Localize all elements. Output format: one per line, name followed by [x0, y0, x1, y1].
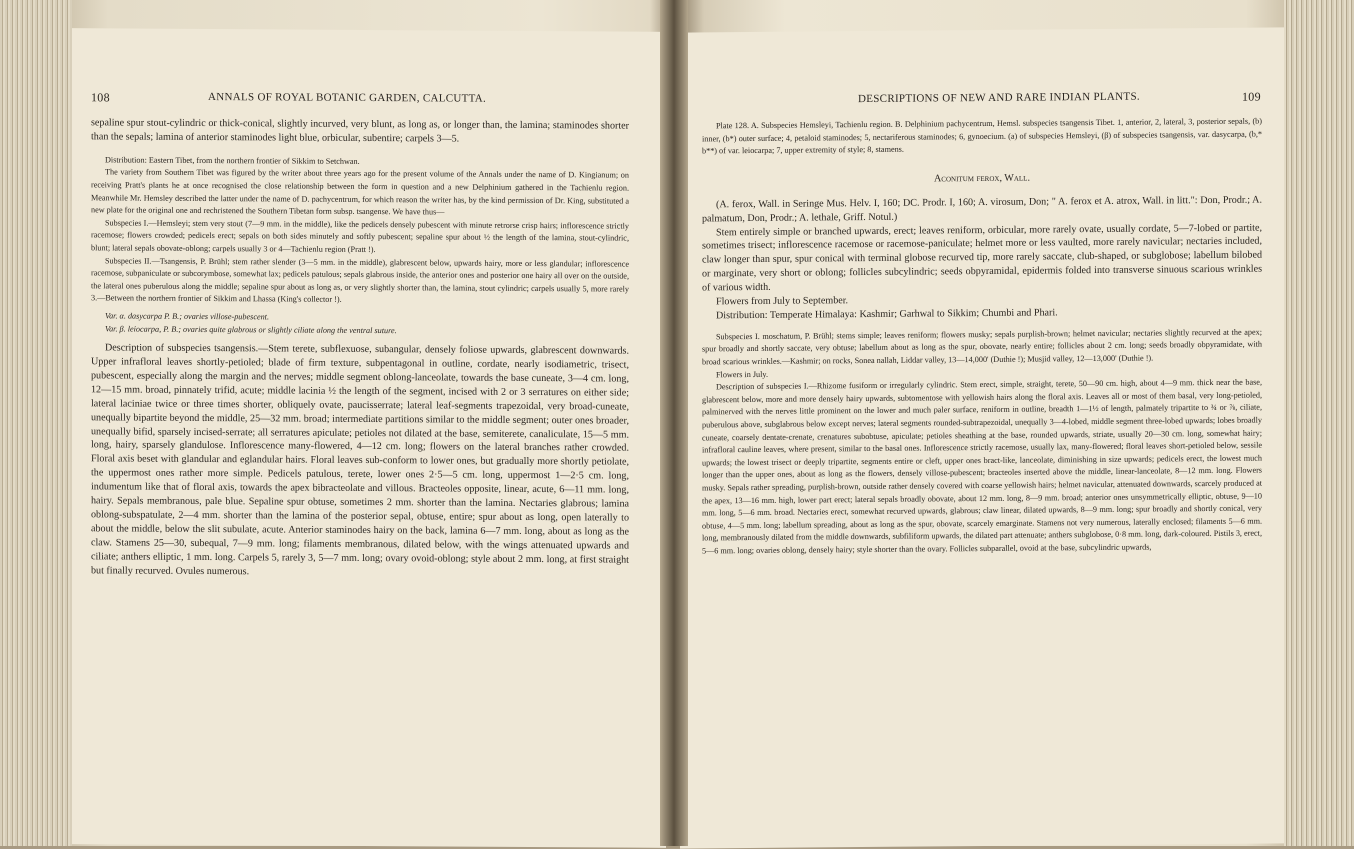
paragraph: Description of subspecies tsangensis.—Stem terete, subflexuose, subangular, densely foliose upwards, glabrescent downwards. Upper infrafloral leaves shortly-petioled; blade of firm texture, subpentagonal in outline, cordate, nearly isodiametric, trisect, pubescent, especially along the margin and the nerves; middle segment oblong-lanceolate, towards the base cuneate, 3—4 cm. long, 12—15 mm. broad, pinnately trifid, acute; middle lacinia ½ the length of the segment, incised with 2 or 3 serratures on either side; lateral laciniae twice or three times shorter, obliquely ovate, paucisserrate; lateral leaf-segments trapezoidal, very broad-cuneate, unequally bipartite beyond the middle, 25—32 mm. broad; intermediate partitions similar to the middle segment; outer ones broader, unequally bifid, sparsely incised-serrate; all serratures apiculate; petioles not dilated at the base, semiterete, canaliculate, 15—5 mm. long, hairy, sparsely glandulose. Inflorescence many-flowered, 4—12 cm. long; flowers on the lateral branches rather crowded. Floral axis beset with glandular and eglandular hairs. Floral leaves sub-conform to lower ones, but gradually more shortly petiolate, the uppermost ones rather more simple. Pedicels patulous, terete, lower ones 2·5—5 cm. long, uppermost 1—2·5 cm. long, indumentum like that of floral axis, towards the apex bibracteolate and villous. Bracteoles opposite, linear, acute, 6—11 mm. long, hairy. Sepals membranous, pale blue. Sepaline spur obtuse, sometimes 2 mm. shorter than the lamina. Nectaries glabrous; lamina oblong-subspatulate, 2—4 mm. shorter than the lamina of the posterior sepal, obtuse, entire; spur about as long, open laterally to about the middle, below the slit subulate, acute. Anterior staminodes hairy on the back, lamina 6—7 mm. long, about as long as the claw. Stamens 25—30, subequal, 7—9 mm. long; filaments membranous, dilated below, with the wings attenuated upwards and ciliate; anthers elliptic, 1 mm. long. Carpels 5, rarely 3, 5—7 mm. long; ovary ovoid-oblong; style about 2 mm. long, at first straight but finally recurved. Ovules numerous.: [91, 342, 629, 577]
paragraph: Var. α. dasycarpa P. B.; ovaries villose-pubescent.: [105, 311, 269, 322]
left-page: [72, 28, 666, 848]
right-page: [680, 27, 1284, 848]
right-page-edges: [1284, 0, 1354, 846]
paragraph: Flowers from July to September.: [716, 295, 849, 308]
paragraph: sepaline spur stout-cylindric or thick-conical, slightly incurved, very blunt, as long as, or longer than, the lamina; staminodes shorter than the sepals; lamina of anterior staminodes light blue, orbicular, subentire; carpels 3—5.: [91, 117, 629, 145]
right-page-header: [680, 89, 1284, 110]
plate-caption: Plate 128. A. Subspecies Hemsleyi, Tachienlu region. B. Delphinium pachycentrum, Hemsl. subspecies tsangensis Tibet. 1, anterior, 2, lateral, 3, posterior sepals, (b) inner, (b*) outer surface; 4, petaloid staminodes; 5, nectariferous staminodes; 6, gynoecium. (a) of subspecies Hemsleyi, (β) of subspecies tsangensis, var. dasycarpa, (b,* b**) of var. leiocarpa; 7, upper extremity of style; 8, stamens.: [702, 116, 1262, 156]
paragraph: Distribution: Temperate Himalaya: Kashmir; Garhwal to Sikkim; Chumbi and Phari.: [716, 307, 1058, 322]
paragraph: Subspecies I. moschatum, P. Brühl; stems simple; leaves reniform; flowers musky; sepals purplish-brown; helmet navicular; nectaries slightly recurved at the apex; spur broadly and shortly saccate, very obtuse; labellum about as long as the spur, obovate, nearly entire; follicles about 2 cm. long; seeds broadly obpyramidate, with broad scarious wrinkles.—Kashmir; on rocks, Sonea nallah, Liddar valley, 13—14,000' (Duthie !); Musjid valley, 12—13,000' (Duthie !).: [702, 327, 1262, 367]
left-page-edges: [0, 0, 72, 846]
paragraph: Var. β. leiocarpa, P. B.; ovaries quite glabrous or slightly ciliate along the ventral suture.: [105, 323, 397, 335]
paragraph: Stem entirely simple or branched upwards, erect; leaves reniform, orbicular, more rarely ovate, usually cordate, 5—7-lobed or partite, sometimes trisect; inflorescence racemose or racemose-paniculate; helmet more or less vaulted, more rarely navicular; nectaries included, claw longer than spur, spur conical with terminal globose recurved tip, more rarely saccate, club-shaped, or subglobose; labellum bilobed or marginate, very short or oblong; follicles subcylindric; seeds obpyramidal, epidermis folded into transverse sinuous scarious wrinkles of various width.: [702, 222, 1262, 294]
paragraph: Distribution: Eastern Tibet, from the northern frontier of Sikkim to Setchwan.: [105, 155, 360, 166]
paragraph: Flowers in July.: [716, 369, 769, 379]
right-page-number: 109: [1242, 89, 1261, 104]
species-heading: Aconitum ferox, Wall.: [934, 172, 1030, 185]
left-text-column: [91, 116, 629, 581]
paragraph: (A. ferox, Wall. in Seringe Mus. Helv. I, 160; DC. Prodr. I, 160; A. virosum, Don; " A. ferox et A. atrox, Wall. in litt.": Don, Prodr.; A. palmatum, Don, Prodr.; A. lethale, Griff. Notul.): [702, 194, 1262, 225]
paragraph: Subspecies I.—Hemsleyi; stem very stout (7—9 mm. in the middle), like the pedicels densely pubescent with minute retrorse crisp hairs; inflorescence strictly racemose; flowers crowded; pedicels erect; sepals on both sides minutely and softly pubescent; sepaline spur about ½ the length of the lamina, stout-cylindric, blunt; lateral sepals obovate-oblong; carpels usually 3 or 4—Tachienlu region (Pratt !).: [91, 218, 629, 255]
left-page-header: [72, 90, 666, 110]
paragraph: Subspecies II.—Tsangensis, P. Brühl; stem rather slender (3—5 mm. in the middle), glabrescent below, upwards hairy, more or less glandular; inflorescence racemose, subpaniculate or subcorymbose, somewhat lax; pedicels patulous; sepals glabrous inside, the anterior ones and posterior one hairy all over on the outside, the lateral ones puberulous along the middle; sepaline spur about as long as, or very slightly shorter than, the lamina, stout cylindric; carpels usually 5, more rarely 3.—Between the northern frontier of Sikkim and Lhassa (King's collector !).: [91, 255, 629, 305]
left-running-title: ANNALS OF ROYAL BOTANIC GARDEN, CALCUTTA.: [208, 91, 487, 105]
paragraph: Description of subspecies I.—Rhizome fusiform or irregularly cylindric. Stem erect, simple, straight, terete, 50—90 cm. high, about 4—9 mm. thick near the base, glabrescent below, more and more densely hairy upwards, subtomentose with yellowish hairs along the floral axis. Leaves all or most of them basal, very long-petioled, palminerved with the nerves little prominent on the lower and much paler surface, reniform in outline, breadth 1—1½ of length, palmately tripartite to ¾ or ⅞, ciliate, puberulous above, subglabrous below except nerves; lateral segments rounded-subtrapezoidal, unequally 3—4-lobed, middle segment three-lobed upwards; lobes broadly cuneate, coarsely dentate-crenate, crenatures subobtuse, apiculate; petioles sheathing at the base, rounded upwards, striate, usually 20—30 cm. long, somewhat hairy; infrafloral cauline leaves, where present, similar to the basal ones. Inflorescence strictly racemose, usually lax, many-flowered; floral leaves short-petioled below, sessile upwards; the lowest trisect or deeply tripartite, segments entire or cleft, upper ones bract-like, lanceolate, diminishing in size upwards; pedicels erect, the lowest much longer than the upper ones, about as long as the flowers, densely villose-pubescent; bracteoles inserted above the middle, linear-lanceolate, 8—12 mm. long. Flowers musky. Sepals rather spreading, purplish-brown, outside rather densely covered with coarse yellowish hairs; helmet navicular, attenuated downwards, scarcely produced at the apex, 13—16 mm. high, lower part erect; lateral sepals broadly obovate, about 12 mm. long, 8—9 mm. broad; anterior ones unsymmetrically elliptic, obtuse, 9—10 mm. long, 5—6 mm. broad. Nectaries erect, somewhat recurved upwards, glabrous; claw linear, dilated upwards, 8—9 mm. long; spur broadly and shortly conical, very obtuse, 4—5 mm. long; labellum spreading, about as long as the spur, obovate, scarcely emarginate. Stamens not very numerous, laterally enclosed; filaments 5—6 mm. long, membranously dilated from the middle downwards, subfiliform upwards, the dilated part attenuate; anthers subglobose, 0·8 mm. long, dark-coloured. Pistils 3, erect, 5—6 mm. long; ovaries oblong, densely hairy; style shorter than the ovary. Follicles subparallel, ovoid at the base, subcylindric upwards,: [702, 377, 1262, 556]
left-page-number: 108: [91, 90, 110, 105]
right-text-column: [702, 116, 1262, 558]
right-running-title: DESCRIPTIONS OF NEW AND RARE INDIAN PLANTS.: [858, 90, 1140, 106]
book-gutter: [660, 0, 688, 846]
paragraph: The variety from Southern Tibet was figured by the writer about three years ago for the present volume of the Annals under the name of D. Kingianum; on receiving Pratt's plants he at once recognised the close relationship between the form in question and a new Delphinium gathered in the Tachienlu region. Meanwhile Mr. Hemsley described the latter under the name of D. pachycentrum, for which reason the writer has, by the kind permission of Dr. King, substituted a new plate for the original one and rechristened the Southern Tibetan form subsp. tsangense. We have thus—: [91, 167, 629, 217]
